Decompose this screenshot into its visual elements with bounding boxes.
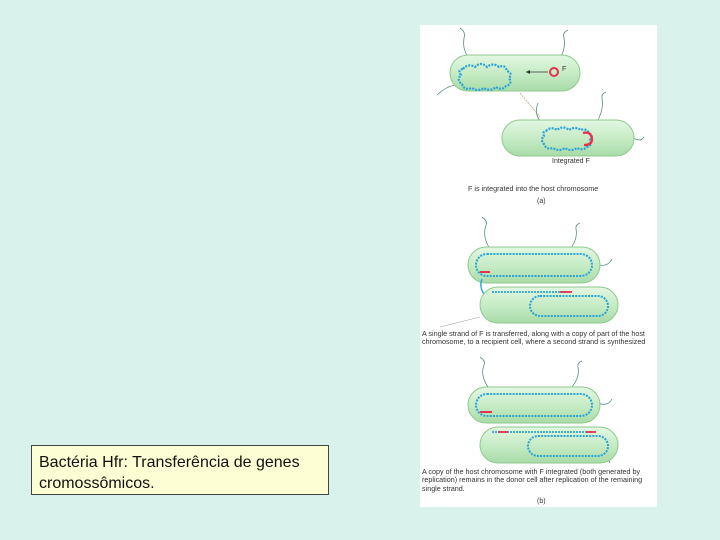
cell-b2-donor [468, 357, 612, 423]
caption-b1: A single strand of F is transferred, along with a copy of part of the host chromosome, to a recipient cell, where a second strand is synthesized [422, 329, 646, 347]
caption-text: Bactéria Hfr: Transferência de genes cromossômicos. [39, 454, 300, 492]
cell-b1-recipient [480, 287, 618, 323]
cell-b2-recipient [480, 427, 618, 463]
panel-b-label: (b) [537, 498, 546, 505]
integrated-f-label: Integrated F [552, 158, 590, 165]
caption-box [31, 445, 329, 495]
caption-a: F is integrated into the host chromosome [468, 184, 599, 193]
callout-line [440, 317, 480, 327]
f-label: F [562, 66, 567, 73]
bacteria-illustration [420, 25, 657, 507]
cell-a2 [502, 92, 644, 156]
cell-b1-donor [468, 217, 612, 283]
figure-panel [420, 25, 657, 507]
panel-a-label: (a) [537, 198, 546, 205]
caption-b2: A copy of the host chromosome with F integrated (both generated by replication) remains in the donor cell after replication of the remaining single strand. [422, 467, 643, 493]
